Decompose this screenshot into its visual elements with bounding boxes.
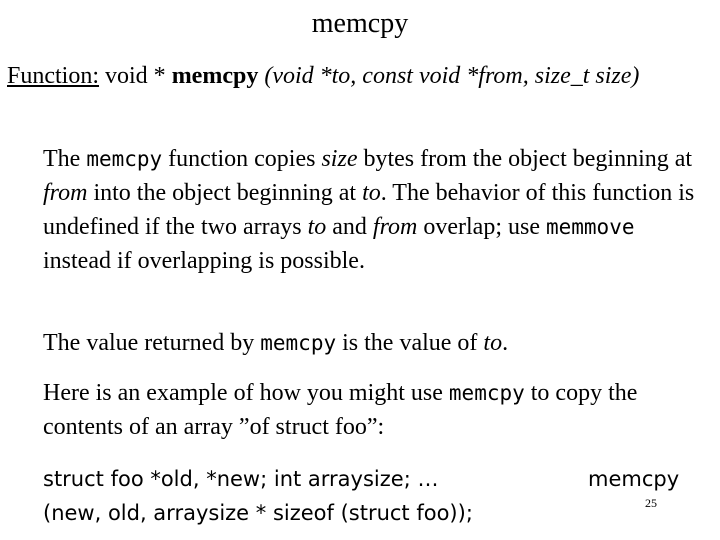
text-segment: overlap; use xyxy=(417,214,546,240)
example-intro-paragraph xyxy=(43,376,703,444)
text-segment: . The behavior of this function is undefined if the two arrays xyxy=(43,180,695,240)
text-segment: and xyxy=(326,214,373,240)
code-term: memcpy xyxy=(448,381,525,405)
slide-title: memcpy xyxy=(311,8,409,39)
text-segment: instead if overlapping is possible. xyxy=(43,248,365,274)
function-declaration xyxy=(7,60,707,92)
param-term: size xyxy=(321,146,358,172)
param-term: to xyxy=(362,180,381,206)
code-term: memcpy xyxy=(86,147,163,171)
function-label: Function: xyxy=(7,63,100,89)
description-paragraph xyxy=(43,142,703,278)
text-segment: bytes from the object beginning at xyxy=(357,146,693,172)
code-line: (new, old, arraysize * sizeof (struct foo)); xyxy=(43,501,473,525)
param-term: from xyxy=(43,180,88,206)
text-segment: The value returned by xyxy=(43,330,261,356)
text-segment: The xyxy=(43,146,87,172)
code-term: memmove xyxy=(545,215,635,239)
param-term: to xyxy=(483,330,503,356)
text-segment: is the value of xyxy=(336,330,484,356)
return-type: void * xyxy=(105,63,166,89)
text-segment: function copies xyxy=(162,146,322,172)
footer-label: memcpy xyxy=(588,467,680,491)
function-arguments: (void *to, const void *from, size_t size) xyxy=(264,63,640,89)
code-line: struct foo *old, *new; int arraysize; … xyxy=(43,467,439,491)
code-term: memcpy xyxy=(260,331,337,355)
text-segment: Here is an example of how you might use xyxy=(43,380,449,406)
code-example xyxy=(43,462,563,530)
text-segment: into the object beginning at xyxy=(87,180,363,206)
text-segment: . xyxy=(502,330,509,356)
param-term: from xyxy=(372,214,418,240)
text-segment: to copy the contents of an array ”of struct foo”: xyxy=(43,380,638,440)
param-term: to xyxy=(307,214,327,240)
function-name: memcpy xyxy=(171,63,259,89)
return-value-paragraph xyxy=(43,326,703,360)
page-number: 25 xyxy=(645,496,657,510)
